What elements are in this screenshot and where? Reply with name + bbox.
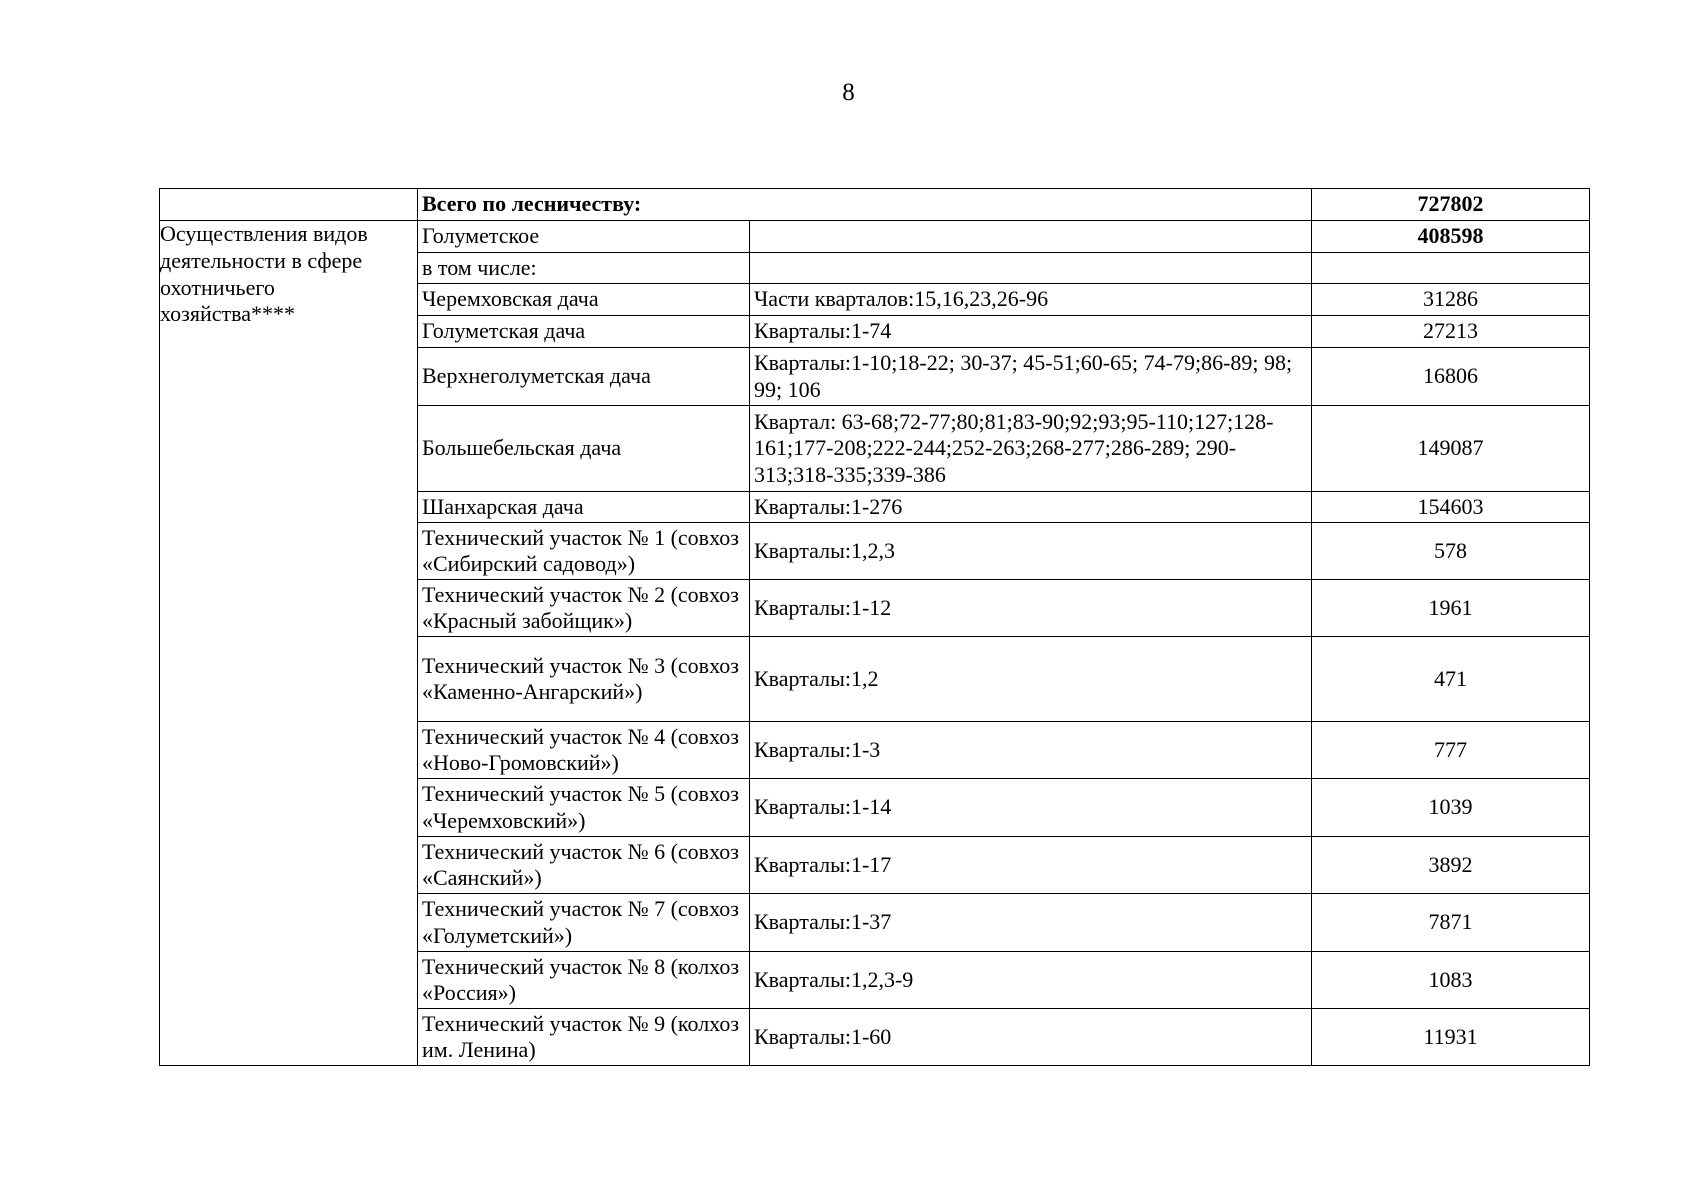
row-quarters: Кварталы:1-37 — [750, 894, 1312, 952]
row-area: 16806 — [1312, 348, 1590, 406]
row-quarters: Кварталы:1,2,3 — [750, 523, 1312, 580]
row-area: 7871 — [1312, 894, 1590, 952]
row-quarters: Кварталы:1-17 — [750, 837, 1312, 894]
row-area: 578 — [1312, 523, 1590, 580]
row-name: Технический участок № 6 (совхоз «Саянский») — [418, 837, 750, 894]
empty-cell — [1312, 253, 1590, 284]
row-quarters: Кварталы:1-10;18-22; 30-37; 45-51;60-65; 74-79;86-89; 98; 99; 106 — [750, 348, 1312, 406]
row-area: 27213 — [1312, 316, 1590, 348]
empty-cell — [750, 221, 1312, 253]
row-quarters: Кварталы:1,2,3-9 — [750, 952, 1312, 1009]
row-name: Технический участок № 8 (колхоз «Россия») — [418, 952, 750, 1009]
row-name: Голуметская дача — [418, 316, 750, 348]
row-name: Верхнеголуметская дача — [418, 348, 750, 406]
row-name: Большебельская дача — [418, 406, 750, 492]
row-name: Технический участок № 5 (совхоз «Черемховский») — [418, 779, 750, 837]
row-area: 1039 — [1312, 779, 1590, 837]
row-area: 11931 — [1312, 1009, 1590, 1066]
row-area: 149087 — [1312, 406, 1590, 492]
row-area: 3892 — [1312, 837, 1590, 894]
forestry-row — [160, 221, 1590, 253]
row-quarters: Кварталы:1-60 — [750, 1009, 1312, 1066]
row-quarters: Кварталы:1,2 — [750, 637, 1312, 722]
including-label: в том числе: — [418, 253, 750, 284]
row-quarters: Кварталы:1-12 — [750, 580, 1312, 637]
row-name: Технический участок № 7 (совхоз «Голуметский») — [418, 894, 750, 952]
row-quarters: Кварталы:1-74 — [750, 316, 1312, 348]
row-area: 31286 — [1312, 284, 1590, 316]
empty-cell — [750, 253, 1312, 284]
empty-cell — [160, 189, 418, 221]
row-quarters: Части кварталов:15,16,23,26-96 — [750, 284, 1312, 316]
activity-type-cell: Осуществления видов деятельности в сфере охотничьего хозяйства**** — [160, 221, 418, 1066]
total-row — [160, 189, 1590, 221]
row-name: Технический участок № 2 (совхоз «Красный забойщик») — [418, 580, 750, 637]
row-quarters: Кварталы:1-14 — [750, 779, 1312, 837]
forestry-name: Голуметское — [418, 221, 750, 253]
row-name: Технический участок № 9 (колхоз им. Ленина) — [418, 1009, 750, 1066]
row-quarters: Кварталы:1-276 — [750, 492, 1312, 523]
total-value: 727802 — [1312, 189, 1590, 221]
row-name: Шанхарская дача — [418, 492, 750, 523]
forestry-value: 408598 — [1312, 221, 1590, 253]
row-area: 1083 — [1312, 952, 1590, 1009]
row-quarters: Кварталы:1-3 — [750, 722, 1312, 779]
row-area: 154603 — [1312, 492, 1590, 523]
total-label: Всего по лесничеству: — [418, 189, 1312, 221]
row-name: Технический участок № 4 (совхоз «Ново-Громовский») — [418, 722, 750, 779]
page-number: 8 — [842, 79, 855, 106]
row-name: Технический участок № 3 (совхоз «Каменно-Ангарский») — [418, 637, 750, 722]
row-area: 777 — [1312, 722, 1590, 779]
row-name: Черемховская дача — [418, 284, 750, 316]
row-quarters: Квартал: 63-68;72-77;80;81;83-90;92;93;95-110;127;128-161;177-208;222-244;252-263;268-277;286-289; 290-313;318-335;339-386 — [750, 406, 1312, 492]
row-area: 471 — [1312, 637, 1590, 722]
row-area: 1961 — [1312, 580, 1590, 637]
forestry-quarters-table — [159, 188, 1590, 1066]
row-name: Технический участок № 1 (совхоз «Сибирский садовод») — [418, 523, 750, 580]
